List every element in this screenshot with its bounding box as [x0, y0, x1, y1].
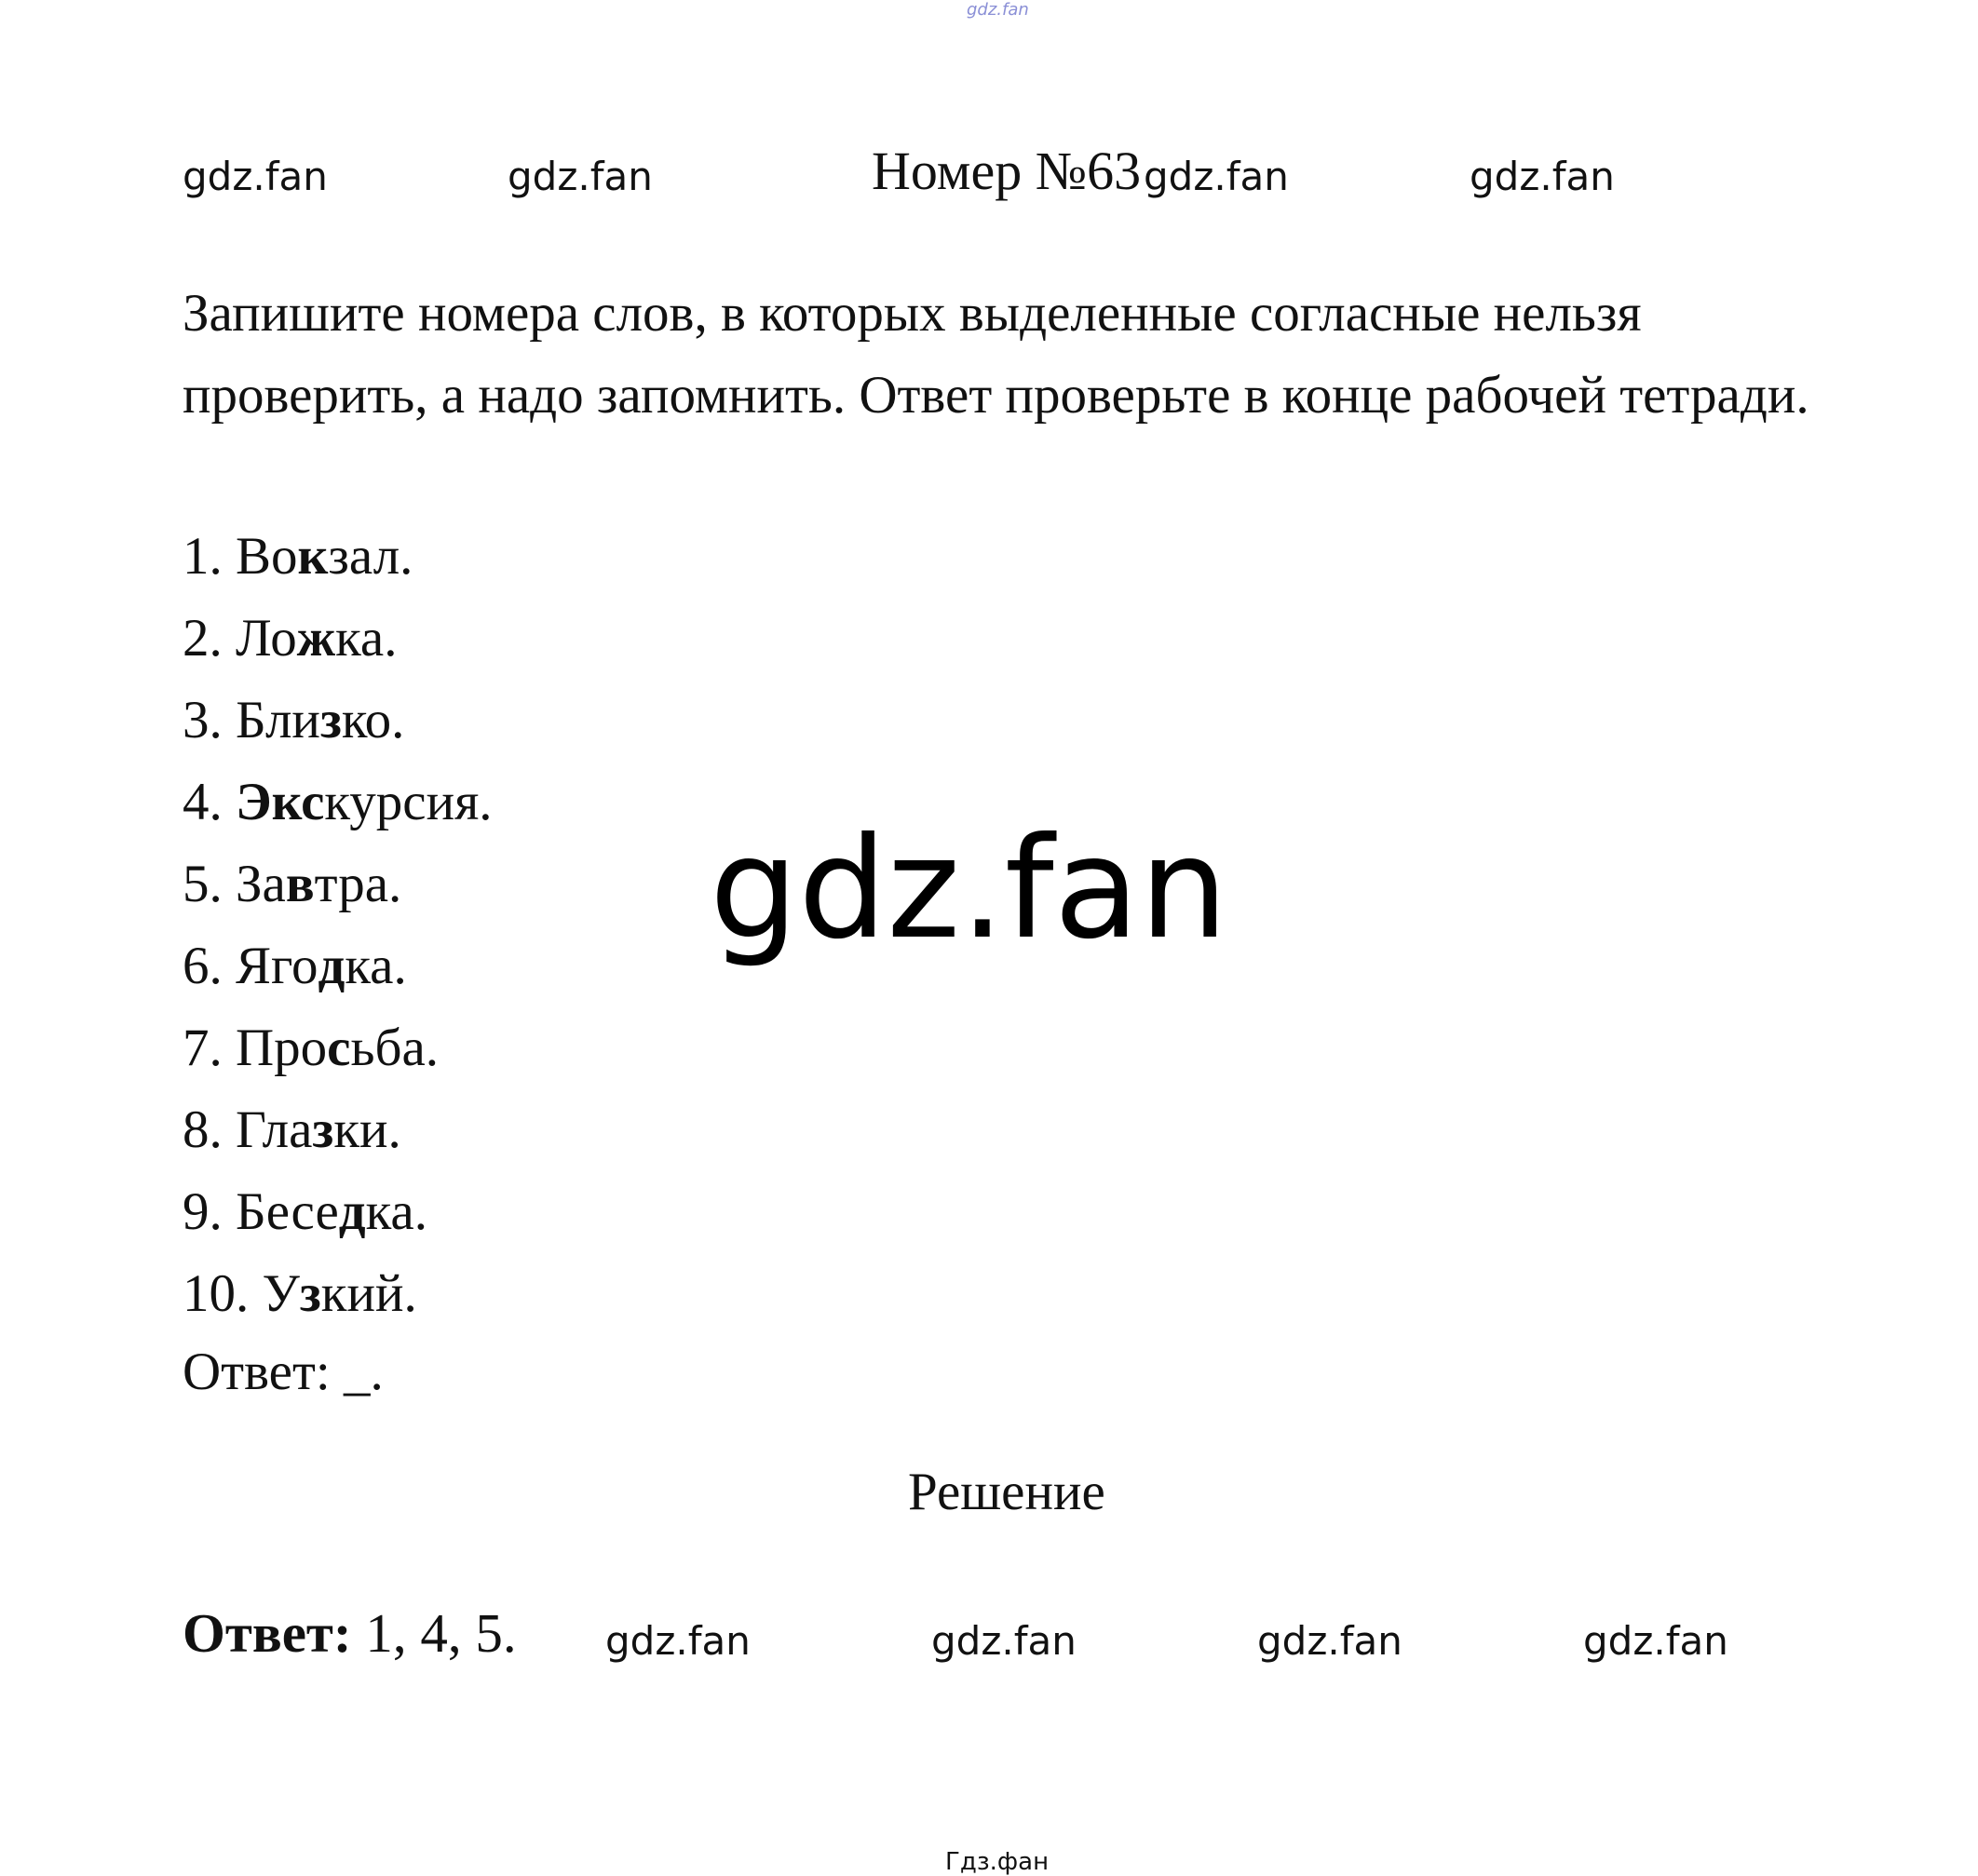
top-watermark: gdz.fan — [967, 0, 1029, 20]
page-title: Номер №63 — [872, 141, 1142, 201]
list-item: 9. Беседка. — [183, 1182, 427, 1241]
final-answer — [183, 1601, 517, 1666]
list-item: 4. Экскурсия. — [183, 773, 493, 831]
bottom-watermark: Гдз.фан — [945, 1848, 1050, 1876]
solution-title: Решение — [908, 1463, 1105, 1521]
header-watermark: gdz.fan — [508, 154, 653, 199]
answer-row-watermark: gdz.fan — [1257, 1618, 1402, 1664]
list-item: 6. Ягодка. — [183, 937, 407, 995]
answer-row-watermark: gdz.fan — [931, 1618, 1077, 1664]
word-list — [183, 516, 493, 1335]
header-watermark: gdz.fan — [183, 154, 328, 199]
center-watermark: gdz.fan — [710, 808, 1228, 970]
answer-value: 1, 4, 5. — [365, 1602, 517, 1664]
header-watermark: gdz.fan — [1470, 154, 1615, 199]
list-item: 7. Просьба. — [183, 1019, 440, 1077]
list-item: 2. Ложка. — [183, 609, 398, 668]
list-item: 1. Вокзал. — [183, 527, 413, 586]
list-item: 8. Глазки. — [183, 1100, 401, 1159]
list-item: 5. Завтра. — [183, 855, 402, 913]
answer-row-watermark: gdz.fan — [1583, 1618, 1728, 1664]
header-watermark: gdz.fan — [1144, 154, 1289, 199]
answer-row-watermark: gdz.fan — [605, 1618, 751, 1664]
list-item: 10. Узкий. — [183, 1264, 417, 1323]
list-item: 3. Близко. — [183, 691, 405, 749]
answer-label: Ответ: — [183, 1602, 352, 1664]
answer-blank: Ответ: _. — [183, 1343, 384, 1401]
task-text: Запишите номера слов, в которых выделенные согласные нельзя проверить, а надо запомнить. Ответ проверьте в конце рабочей тетради. — [183, 284, 1809, 425]
